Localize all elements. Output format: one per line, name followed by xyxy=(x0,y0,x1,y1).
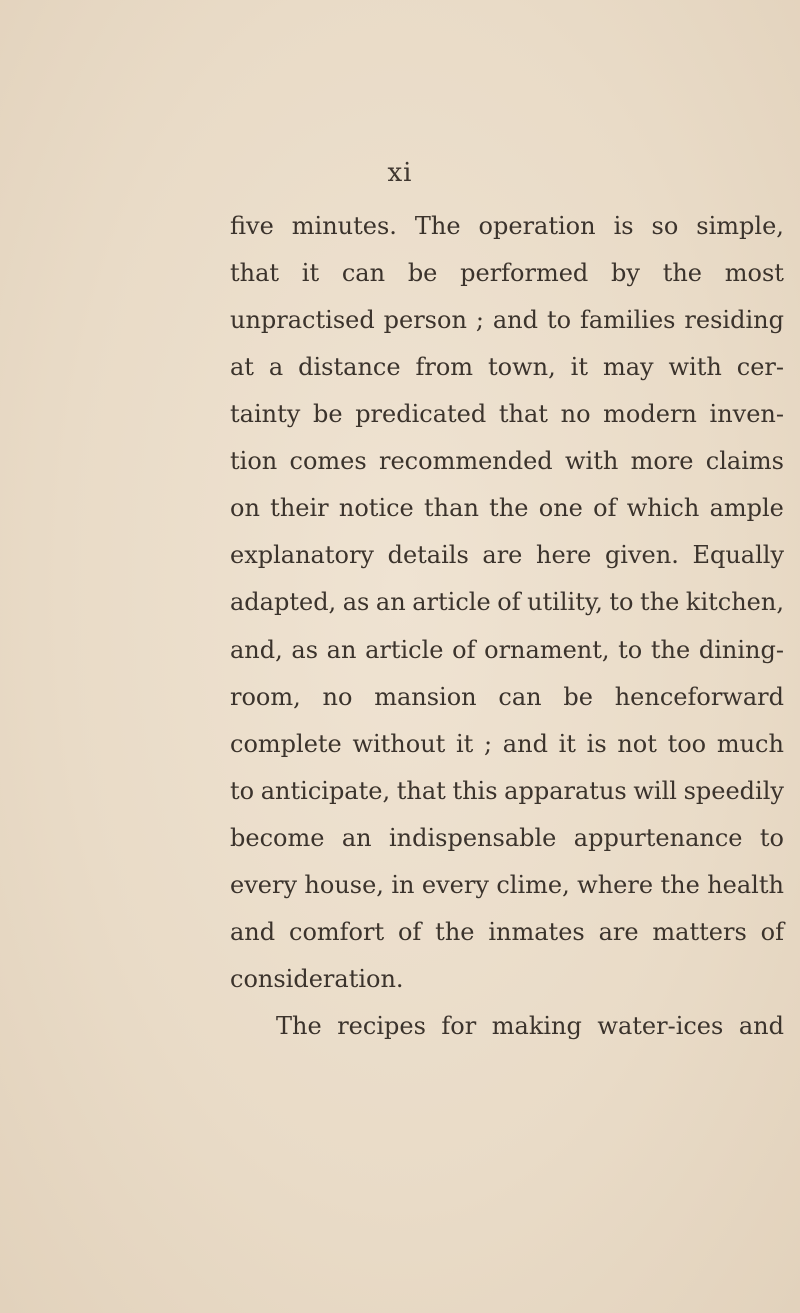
word: it xyxy=(301,259,320,287)
word: it xyxy=(456,730,474,758)
text-line xyxy=(230,774,784,808)
text-line xyxy=(230,538,784,572)
word: an xyxy=(341,824,372,852)
word: tainty xyxy=(230,400,301,428)
word: be xyxy=(563,683,593,711)
word: town, xyxy=(488,353,556,381)
word: than xyxy=(424,494,479,522)
word: with xyxy=(564,447,619,475)
word: no xyxy=(322,683,353,711)
word: details xyxy=(387,541,469,569)
text-line xyxy=(230,209,784,243)
word: matters xyxy=(652,918,747,946)
word: as xyxy=(342,588,370,616)
text-line xyxy=(230,444,784,478)
word: the xyxy=(435,918,475,946)
word: the xyxy=(662,259,702,287)
word: are xyxy=(482,541,523,569)
word: tion xyxy=(230,447,278,475)
word: become xyxy=(230,824,325,852)
text-line xyxy=(230,821,784,855)
word: henceforward xyxy=(614,683,784,711)
word: the xyxy=(650,636,691,664)
word: with xyxy=(668,353,722,381)
word: article xyxy=(412,588,491,616)
word: performed xyxy=(460,259,589,287)
word: every xyxy=(230,871,297,899)
word: to xyxy=(609,588,634,616)
word: an xyxy=(375,588,406,616)
word: comes xyxy=(289,447,367,475)
word: clime, xyxy=(496,871,570,899)
word: ; xyxy=(475,306,484,334)
word: house, xyxy=(304,871,384,899)
word: making xyxy=(491,1012,582,1040)
word: will xyxy=(633,777,677,805)
word: the xyxy=(660,871,700,899)
word: person xyxy=(383,306,467,334)
word: and xyxy=(230,918,276,946)
word: not xyxy=(617,730,657,758)
word: without xyxy=(352,730,446,758)
word: to xyxy=(230,777,255,805)
word: it xyxy=(558,730,576,758)
word: may xyxy=(602,353,654,381)
word: utility, xyxy=(527,588,603,616)
word: recommended xyxy=(379,447,553,475)
word: that xyxy=(230,259,280,287)
word: their xyxy=(270,494,329,522)
word: this xyxy=(452,777,498,805)
word: every xyxy=(421,871,489,899)
word: is xyxy=(586,730,607,758)
word: speedily xyxy=(683,777,784,805)
word: complete xyxy=(230,730,342,758)
word: room, xyxy=(230,683,301,711)
word: much xyxy=(716,730,784,758)
word: article xyxy=(365,636,444,664)
word: here xyxy=(535,541,592,569)
word: distance xyxy=(298,353,401,381)
text-line xyxy=(276,1009,784,1043)
word: mansion xyxy=(374,683,477,711)
word: predicated xyxy=(355,400,487,428)
text-line xyxy=(230,633,784,667)
word: cer- xyxy=(736,353,784,381)
word: given. xyxy=(604,541,679,569)
word: no xyxy=(560,400,591,428)
word: water-ices xyxy=(597,1012,724,1040)
word: it xyxy=(570,353,588,381)
word: ornament, xyxy=(484,636,610,664)
word: be xyxy=(407,259,438,287)
word: can xyxy=(341,259,386,287)
word: most xyxy=(724,259,784,287)
word: operation xyxy=(478,212,596,240)
word: too xyxy=(667,730,707,758)
word: to xyxy=(546,306,572,334)
word: as xyxy=(291,636,319,664)
word: of xyxy=(452,636,476,664)
word: an xyxy=(326,636,357,664)
word: can xyxy=(498,683,542,711)
word: the xyxy=(640,588,680,616)
word: inmates xyxy=(488,918,585,946)
word: the xyxy=(489,494,529,522)
word: kitchen, xyxy=(685,588,784,616)
word: on xyxy=(230,494,260,522)
text-line xyxy=(230,680,784,714)
word: to xyxy=(618,636,643,664)
word: notice xyxy=(338,494,414,522)
word: appurtenance xyxy=(573,824,743,852)
word: from xyxy=(415,353,474,381)
word: which xyxy=(626,494,700,522)
word: more xyxy=(630,447,694,475)
word: and, xyxy=(230,636,283,664)
word: that xyxy=(396,777,446,805)
text-line: consideration. xyxy=(230,965,404,993)
word: that xyxy=(498,400,548,428)
word: where xyxy=(577,871,654,899)
word: and xyxy=(502,730,548,758)
word: to xyxy=(759,824,784,852)
word: ; xyxy=(484,730,493,758)
word: residing xyxy=(684,306,784,334)
word: and xyxy=(738,1012,784,1040)
word: minutes. xyxy=(291,212,397,240)
word: so xyxy=(651,212,679,240)
word: apparatus xyxy=(504,777,627,805)
text-line xyxy=(230,256,784,290)
word: of xyxy=(397,918,422,946)
text-line xyxy=(230,727,784,761)
word: simple, xyxy=(696,212,784,240)
page-number: xi xyxy=(387,158,413,188)
word: and xyxy=(492,306,539,334)
word: adapted, xyxy=(230,588,337,616)
word: The xyxy=(276,1012,322,1040)
word: unpractised xyxy=(230,306,375,334)
text-line xyxy=(230,585,784,619)
word: anticipate, xyxy=(260,777,391,805)
word: modern xyxy=(603,400,697,428)
word: Equally xyxy=(692,541,784,569)
word: health xyxy=(707,871,784,899)
word: indispensable xyxy=(389,824,557,852)
word: in xyxy=(391,871,415,899)
text-line xyxy=(230,915,784,949)
word: of xyxy=(760,918,784,946)
word: a xyxy=(268,353,284,381)
word: by xyxy=(611,259,640,287)
word: ample xyxy=(709,494,784,522)
word: of xyxy=(497,588,521,616)
word: comfort xyxy=(289,918,385,946)
word: be xyxy=(312,400,343,428)
word: claims xyxy=(705,447,784,475)
word: families xyxy=(579,306,676,334)
word: recipes xyxy=(337,1012,426,1040)
text-line xyxy=(230,350,784,384)
word: is xyxy=(613,212,634,240)
word: one xyxy=(538,494,583,522)
word: dining- xyxy=(698,636,784,664)
word: of xyxy=(593,494,617,522)
text-line xyxy=(230,491,784,525)
text-line xyxy=(230,868,784,902)
word: inven- xyxy=(709,400,784,428)
text-line xyxy=(230,303,784,337)
word: are xyxy=(598,918,639,946)
word: explanatory xyxy=(230,541,374,569)
text-line xyxy=(230,397,784,431)
word: five xyxy=(230,212,274,240)
word: The xyxy=(414,212,461,240)
word: at xyxy=(230,353,254,381)
word: for xyxy=(441,1012,477,1040)
